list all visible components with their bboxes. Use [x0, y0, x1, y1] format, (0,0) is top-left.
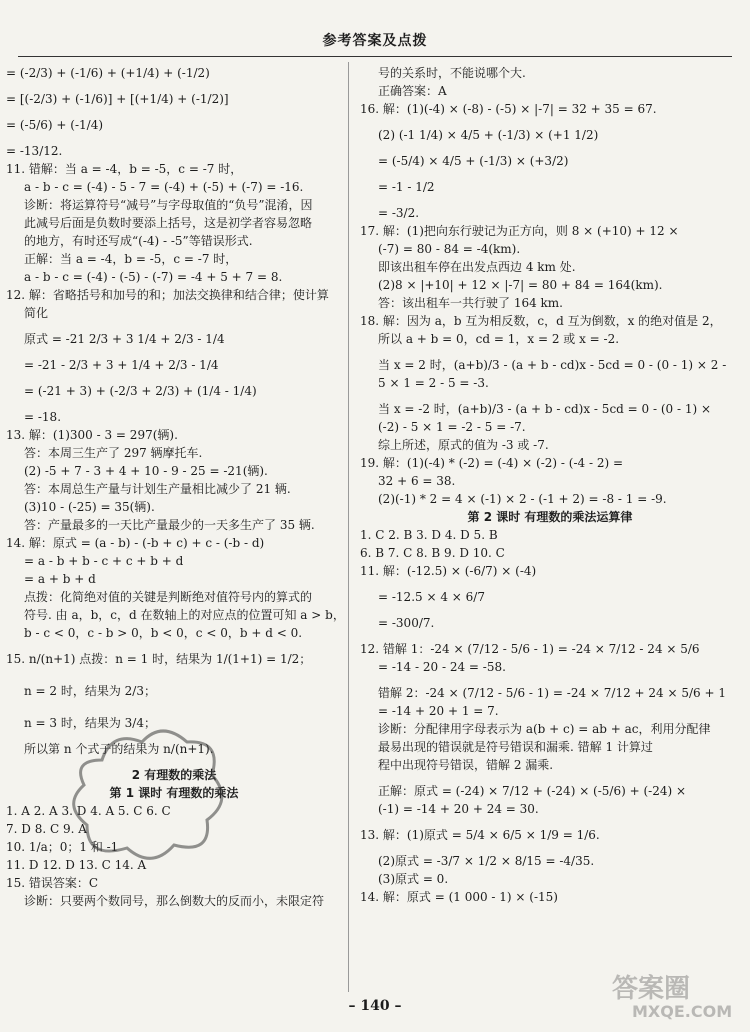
text-line: 10. 1/a；0；1 和 -1	[6, 840, 119, 854]
text-line: (2)(-1) * 2 = 4 × (-1) × 2 - (-1 + 2) = -8 - 1 = -9.	[378, 492, 667, 506]
text-line: = (-21 + 3) + (-2/3 + 2/3) + (1/4 - 1/4)	[24, 384, 257, 398]
text-line: 此减号后面是负数时要添上括号，这是初学者容易忽略	[24, 216, 313, 230]
text-line: 答：本周三生产了 297 辆摩托车.	[24, 446, 203, 460]
text-line: = -300/7.	[378, 616, 435, 630]
text-line: 答：产量最多的一天比产量最少的一天多生产了 35 辆.	[24, 518, 315, 532]
text-line: = (-5/4) × 4/5 + (-1/3) × (+3/2)	[378, 154, 569, 168]
text-line: 12. 解：省略括号和加号的和；加法交换律和结合律；使计算	[6, 288, 329, 302]
text-line: 6. B 7. C 8. B 9. D 10. C	[360, 546, 505, 560]
watermark-url: MXQE.COM	[632, 1002, 733, 1021]
text-line: 正解：当 a = -4，b = -5，c = -7 时，	[24, 252, 238, 266]
text-line: n = 2 时，结果为 2/3；	[24, 684, 156, 698]
text-line: 答：该出租车一共行驶了 164 km.	[378, 296, 563, 310]
text-line: (2) (-1 1/4) × 4/5 + (-1/3) × (+1 1/2)	[378, 128, 599, 142]
text-line: = -14 + 20 + 1 = 7.	[378, 704, 499, 718]
text-line: 15. 错误答案：C	[6, 876, 99, 890]
text-line: 诊断：分配律用字母表示为 a(b + c) = ab + ac，利用分配律	[378, 722, 711, 736]
text-line: 11. D 12. D 13. C 14. A	[6, 858, 147, 872]
text-line: 14. 解：原式 = (1 000 - 1) × (-15)	[360, 890, 558, 904]
text-line: 1. A 2. A 3. D 4. A 5. C 6. C	[6, 804, 171, 818]
text-line: 号的关系时，不能说哪个大.	[378, 66, 526, 80]
text-line: (2) -5 + 7 - 3 + 4 + 10 - 9 - 25 = -21(辆).	[24, 464, 268, 478]
text-line: 的地方，有时还写成“(-4) - -5”等错误形式.	[24, 234, 253, 248]
section-heading: 2 有理数的乘法	[131, 768, 217, 782]
text-line: a - b - c = (-4) - (-5) - (-7) = -4 + 5 + 7 = 8.	[24, 270, 283, 284]
text-line: 19. 解：(1)(-4) * (-2) = (-4) × (-2) - (-4 - 2) =	[360, 456, 624, 470]
text-line: = -12.5 × 4 × 6/7	[378, 590, 485, 604]
text-line: 错解 2：-24 × (7/12 - 5/6 - 1) = -24 × 7/12 + 24 × 5/6 + 1	[378, 686, 726, 700]
text-line: = -1 - 1/2	[378, 180, 435, 194]
watermark-logo: 答案圈	[612, 974, 691, 1004]
text-line: 1. C 2. B 3. D 4. D 5. B	[360, 528, 498, 542]
lesson-heading: 第 1 课时 有理数的乘法	[109, 786, 239, 800]
text-line: 12. 错解 1：-24 × (7/12 - 5/6 - 1) = -24 × 7/12 - 24 × 5/6	[360, 642, 700, 656]
text-line: 5 × 1 = 2 - 5 = -3.	[378, 376, 489, 390]
text-line: = -21 - 2/3 + 3 + 1/4 + 2/3 - 1/4	[24, 358, 219, 372]
text-line: 17. 解：(1)把向东行驶记为正方向，则 8 × (+10) + 12 ×	[360, 224, 679, 238]
text-line: 14. 解：原式 = (a - b) - (-b + c) + c - (-b - d)	[6, 536, 265, 550]
text-line: 最易出现的错误就是符号错误和漏乘. 错解 1 计算过	[378, 740, 653, 754]
text-line: = -14 - 20 - 24 = -58.	[378, 660, 506, 674]
page-number: – 140 –	[348, 998, 402, 1014]
text-line: = (-5/6) + (-1/4)	[6, 118, 104, 132]
text-line: = -13/12.	[6, 144, 63, 158]
text-line: 当 x = 2 时，(a+b)/3 - (a + b - cd)x - 5cd = 0 - (0 - 1) × 2 -	[378, 358, 727, 372]
text-line: (-7) = 80 - 84 = -4(km).	[378, 242, 521, 256]
text-line: = a + b + d	[24, 572, 96, 586]
text-line: = -18.	[24, 410, 62, 424]
text-line: (3)10 - (-25) = 35(辆).	[24, 500, 155, 514]
text-line: 简化	[24, 306, 49, 320]
text-line: 诊断：将运算符号“减号”与字母取值的“负号”混淆，因	[24, 198, 313, 212]
text-line: 程中出现符号错误，错解 2 漏乘.	[378, 758, 554, 772]
text-line: 当 x = -2 时，(a+b)/3 - (a + b - cd)x - 5cd = 0 - (0 - 1) ×	[378, 402, 712, 416]
text-line: 点拨：化简绝对值的关键是判断绝对值符号内的算式的	[24, 590, 313, 604]
text-line: 符号. 由 a，b，c，d 在数轴上的对应点的位置可知 a > b，	[24, 608, 345, 622]
text-line: 即该出租车停在出发点西边 4 km 处.	[378, 260, 576, 274]
text-line: 13. 解：(1)原式 = 5/4 × 6/5 × 1/9 = 1/6.	[360, 828, 600, 842]
text-line: = [(-2/3) + (-1/6)] + [(+1/4) + (-1/2)]	[6, 92, 229, 106]
text-line: 7. D 8. C 9. A	[6, 822, 87, 836]
text-line: n = 3 时，结果为 3/4；	[24, 716, 156, 730]
text-line: 16. 解：(1)(-4) × (-8) - (-5) × |-7| = 32 + 35 = 67.	[360, 102, 657, 116]
text-line: 11. 解：(-12.5) × (-6/7) × (-4)	[360, 564, 537, 578]
text-line: 11. 错解：当 a = -4，b = -5，c = -7 时，	[6, 162, 243, 176]
text-line: 诊断：只要两个数同号，那么倒数大的反而小，未限定符	[24, 894, 325, 908]
text-line: (-2) - 5 × 1 = -2 - 5 = -7.	[378, 420, 526, 434]
text-line: = (-2/3) + (-1/6) + (+1/4) + (-1/2)	[6, 66, 210, 80]
text-line: 所以 a + b = 0，cd = 1，x = 2 或 x = -2.	[378, 332, 620, 346]
text-line: (2)原式 = -3/7 × 1/2 × 8/15 = -4/35.	[378, 854, 595, 868]
text-line: 13. 解：(1)300 - 3 = 297(辆).	[6, 428, 178, 442]
text-line: 所以第 n 个式子的结果为 n/(n+1).	[24, 742, 214, 756]
text-line: (3)原式 = 0.	[378, 872, 449, 886]
column-divider	[348, 62, 349, 992]
text-line: = a - b + b - c + c + b + d	[24, 554, 184, 568]
page-header: 参考答案及点拨	[322, 33, 428, 49]
right-column	[360, 64, 740, 906]
header-rule	[18, 56, 732, 57]
text-line: 答：本周总生产量与计划生产量相比减少了 21 辆.	[24, 482, 291, 496]
text-line: 原式 = -21 2/3 + 3 1/4 + 2/3 - 1/4	[24, 332, 225, 346]
text-line: (-1) = -14 + 20 + 24 = 30.	[378, 802, 539, 816]
text-line: 18. 解：因为 a，b 互为相反数，c，d 互为倒数，x 的绝对值是 2，	[360, 314, 722, 328]
text-line: 正解：原式 = (-24) × 7/12 + (-24) × (-5/6) + (-24) ×	[378, 784, 687, 798]
text-line: 正确答案：A	[378, 84, 447, 98]
lesson-heading: 第 2 课时 有理数的乘法运算律	[467, 510, 633, 524]
text-line: (2)8 × |+10| + 12 × |-7| = 80 + 84 = 164(km).	[378, 278, 663, 292]
text-line: 15. n/(n+1) 点拨：n = 1 时，结果为 1/(1+1) = 1/2；	[6, 652, 312, 666]
text-line: = -3/2.	[378, 206, 420, 220]
text-line: a - b - c = (-4) - 5 - 7 = (-4) + (-5) + (-7) = -16.	[24, 180, 304, 194]
text-line: 综上所述，原式的值为 -3 或 -7.	[378, 438, 549, 452]
text-line: 32 + 6 = 38.	[378, 474, 456, 488]
text-line: b - c < 0，c - b > 0，b < 0，c < 0，b + d < 0.	[24, 626, 303, 640]
cloud-stamp-watermark	[62, 720, 232, 870]
